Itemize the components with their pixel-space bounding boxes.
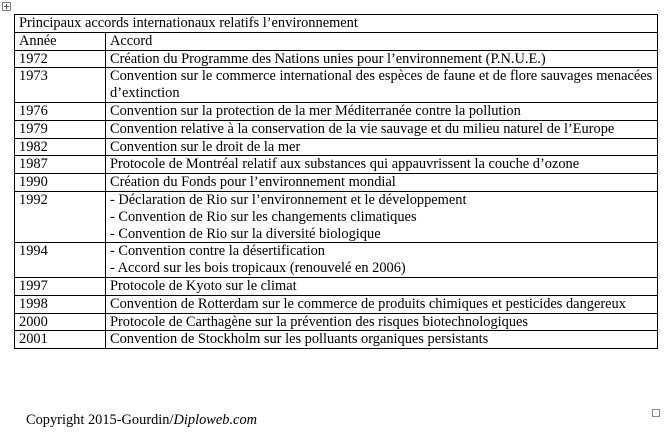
accord-text: Convention sur la protection de la mer Méditerranée contre la pollution [110,102,521,119]
table-row [15,174,658,192]
year-cell: 1992 [15,191,106,242]
year-cell: 1976 [15,102,106,120]
accord-cell [106,138,658,156]
table-row [15,191,658,242]
accord-cell [106,295,658,313]
table-body [15,50,658,349]
table-row [15,295,658,313]
accord-text: Protocole de Kyoto sur le climat [110,277,297,294]
table-row [15,156,658,174]
accord-cell [106,68,658,103]
accord-text: Convention de Rotterdam sur le commerce de produits chimiques et pesticides dangereux [110,295,626,312]
copyright-text: Copyright 2015-Gourdin/ [26,412,174,428]
year-cell: 1972 [15,50,106,68]
accord-cell [106,331,658,349]
year-cell: 1998 [15,295,106,313]
table-move-handle-icon[interactable] [2,2,11,11]
accord-text: Convention sur le commerce international des espèces de faune et de flore sauvages menacées d’extinction [110,68,653,102]
table-row [15,68,658,103]
accord-cell [106,313,658,331]
table-row [15,243,658,278]
accord-cell [106,174,658,192]
table-row [15,331,658,349]
table-row [15,313,658,331]
accord-text: Convention de Stockholm sur les polluants organiques persistants [110,331,489,348]
accord-text: Création du Fonds pour l’environnement mondial [110,174,396,191]
table-title: Principaux accords internationaux relatifs l’environnement [15,15,658,33]
accord-text: - Convention contre la désertification [110,243,325,260]
accord-column-header: Accord [106,32,658,50]
table-row [15,277,658,295]
year-cell: 1982 [15,138,106,156]
table-row [15,120,658,138]
accord-text: - Convention de Rio sur la diversité biologique [110,225,381,242]
accord-cell [106,156,658,174]
agreements-table [14,14,658,349]
year-cell: 1990 [15,174,106,192]
copyright-notice [26,412,257,429]
accord-text: - Déclaration de Rio sur l’environnement et le développement [110,191,467,208]
accord-cell [106,120,658,138]
accord-text: Convention relative à la conservation de la vie sauvage et du milieu naturel de l’Europe [110,120,615,137]
accord-text: - Accord sur les bois tropicaux (renouvelé en 2006) [110,260,406,277]
year-column-header: Année [15,32,106,50]
year-cell: 2000 [15,313,106,331]
table-header-row [15,32,658,50]
accord-text: Création du Programme des Nations unies pour l’environnement (P.N.U.E.) [110,50,546,67]
accord-cell [106,277,658,295]
year-cell: 1987 [15,156,106,174]
table-title-row [15,15,658,33]
year-cell: 2001 [15,331,106,349]
copyright-site: Diploweb.com [173,412,258,428]
year-cell: 1973 [15,68,106,103]
table-row [15,138,658,156]
year-cell: 1979 [15,120,106,138]
accord-text: Protocole de Montréal relatif aux substances qui appauvrissent la couche d’ozone [110,156,580,173]
table-row [15,102,658,120]
table-row [15,50,658,68]
year-cell: 1997 [15,277,106,295]
accord-cell [106,243,658,278]
table-resize-handle-icon[interactable] [652,409,660,417]
accord-text: Protocole de Carthagène sur la prévention des risques biotechnologiques [110,313,529,330]
accord-text: Convention sur le droit de la mer [110,138,301,155]
accord-cell [106,191,658,242]
year-cell: 1994 [15,243,106,278]
accord-text: - Convention de Rio sur les changements climatiques [110,208,417,225]
accord-cell [106,102,658,120]
accord-cell [106,50,658,68]
